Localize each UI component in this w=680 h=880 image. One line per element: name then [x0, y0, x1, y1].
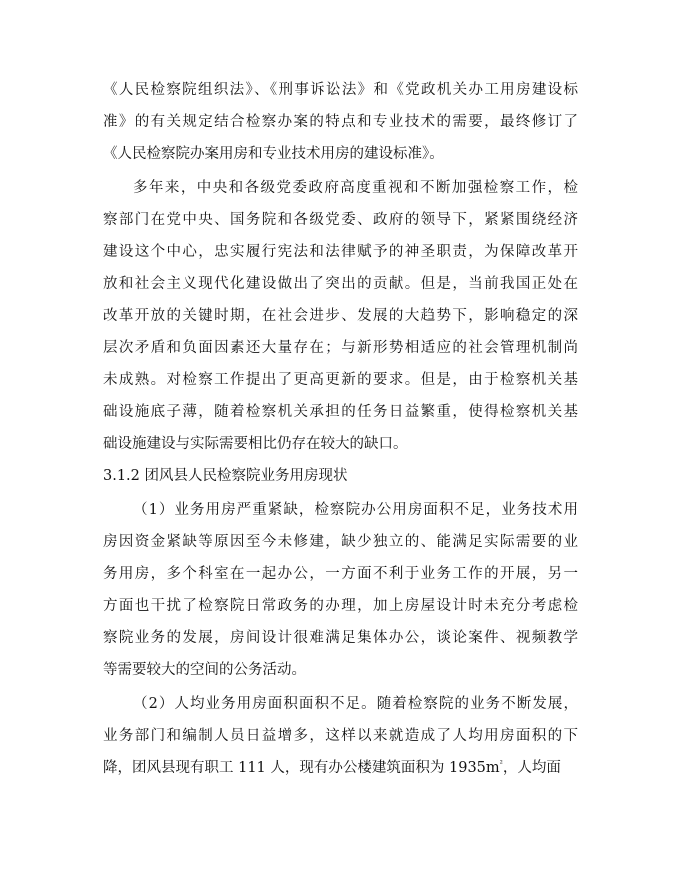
text-line: 察院业务的发展，房间设计很难满足集体办公，谈论案件、视频教学 — [103, 630, 578, 646]
superscript: ² — [499, 759, 503, 769]
text-fragment: 降，团风县现有职工 111 人，现有办公楼建筑面积为 1935m — [103, 760, 500, 776]
text-line: 建设这个中心，忠实履行宪法和法律赋予的神圣职责，为保障改革开 — [103, 244, 578, 260]
text-line: 础设施底子薄，随着检察机关承担的任务日益繁重，使得检察机关基 — [103, 404, 578, 420]
text-line: 《人民检察院组织法》、《刑事诉讼法》和《党政机关办工用房建设标 — [103, 82, 578, 98]
text-line: 础设施建设与实际需要相比仍存在较大的缺口。 — [103, 436, 408, 452]
text-fragment: ，人均面 — [502, 760, 561, 776]
text-line: 改革开放的关键时期，在社会进步、发展的大趋势下，影响稳定的深 — [103, 308, 578, 324]
section-heading: 3.1.2 团风县人民检察院业务用房现状 — [103, 468, 348, 484]
text-line: 务用房，多个科室在一起办公，一方面不利于业务工作的开展，另一 — [103, 566, 578, 582]
text-line: 层次矛盾和负面因素还大量存在；与新形势相适应的社会管理机制尚 — [103, 340, 578, 356]
text-line: 察部门在党中央、国务院和各级党委、政府的领导下，紧紧围绕经济 — [103, 212, 578, 228]
text-line: 房因资金紧缺等原因至今未修建，缺少独立的、能满足实际需要的业 — [103, 534, 578, 550]
text-line: 准》的有关规定结合检察办案的特点和专业技术的需要，最终修订了 — [103, 114, 578, 130]
text-line: 等需要较大的空间的公务活动。 — [103, 662, 306, 678]
text-line: （2）人均业务用房面积面积不足。随着检察院的业务不断发展， — [133, 696, 578, 712]
text-line: （1）业务用房严重紧缺，检察院办公用房面积不足，业务技术用 — [133, 502, 578, 518]
text-line: 方面也干扰了检察院日常政务的办理，加上房屋设计时未充分考虑检 — [103, 598, 578, 614]
text-line: 《人民检察院办案用房和专业技术用房的建设标准》。 — [103, 146, 444, 162]
text-line: 业务部门和编制人员日益增多，这样以来就造成了人均用房面积的下 — [103, 728, 578, 744]
text-line: 放和社会主义现代化建设做出了突出的贡献。但是，当前我国正处在 — [103, 276, 578, 292]
text-line: 多年来，中央和各级党委政府高度重视和不断加强检察工作，检 — [133, 180, 578, 196]
text-line: 未成熟。对检察工作提出了更高更新的要求。但是，由于检察机关基 — [103, 372, 578, 388]
text-line — [103, 758, 578, 778]
